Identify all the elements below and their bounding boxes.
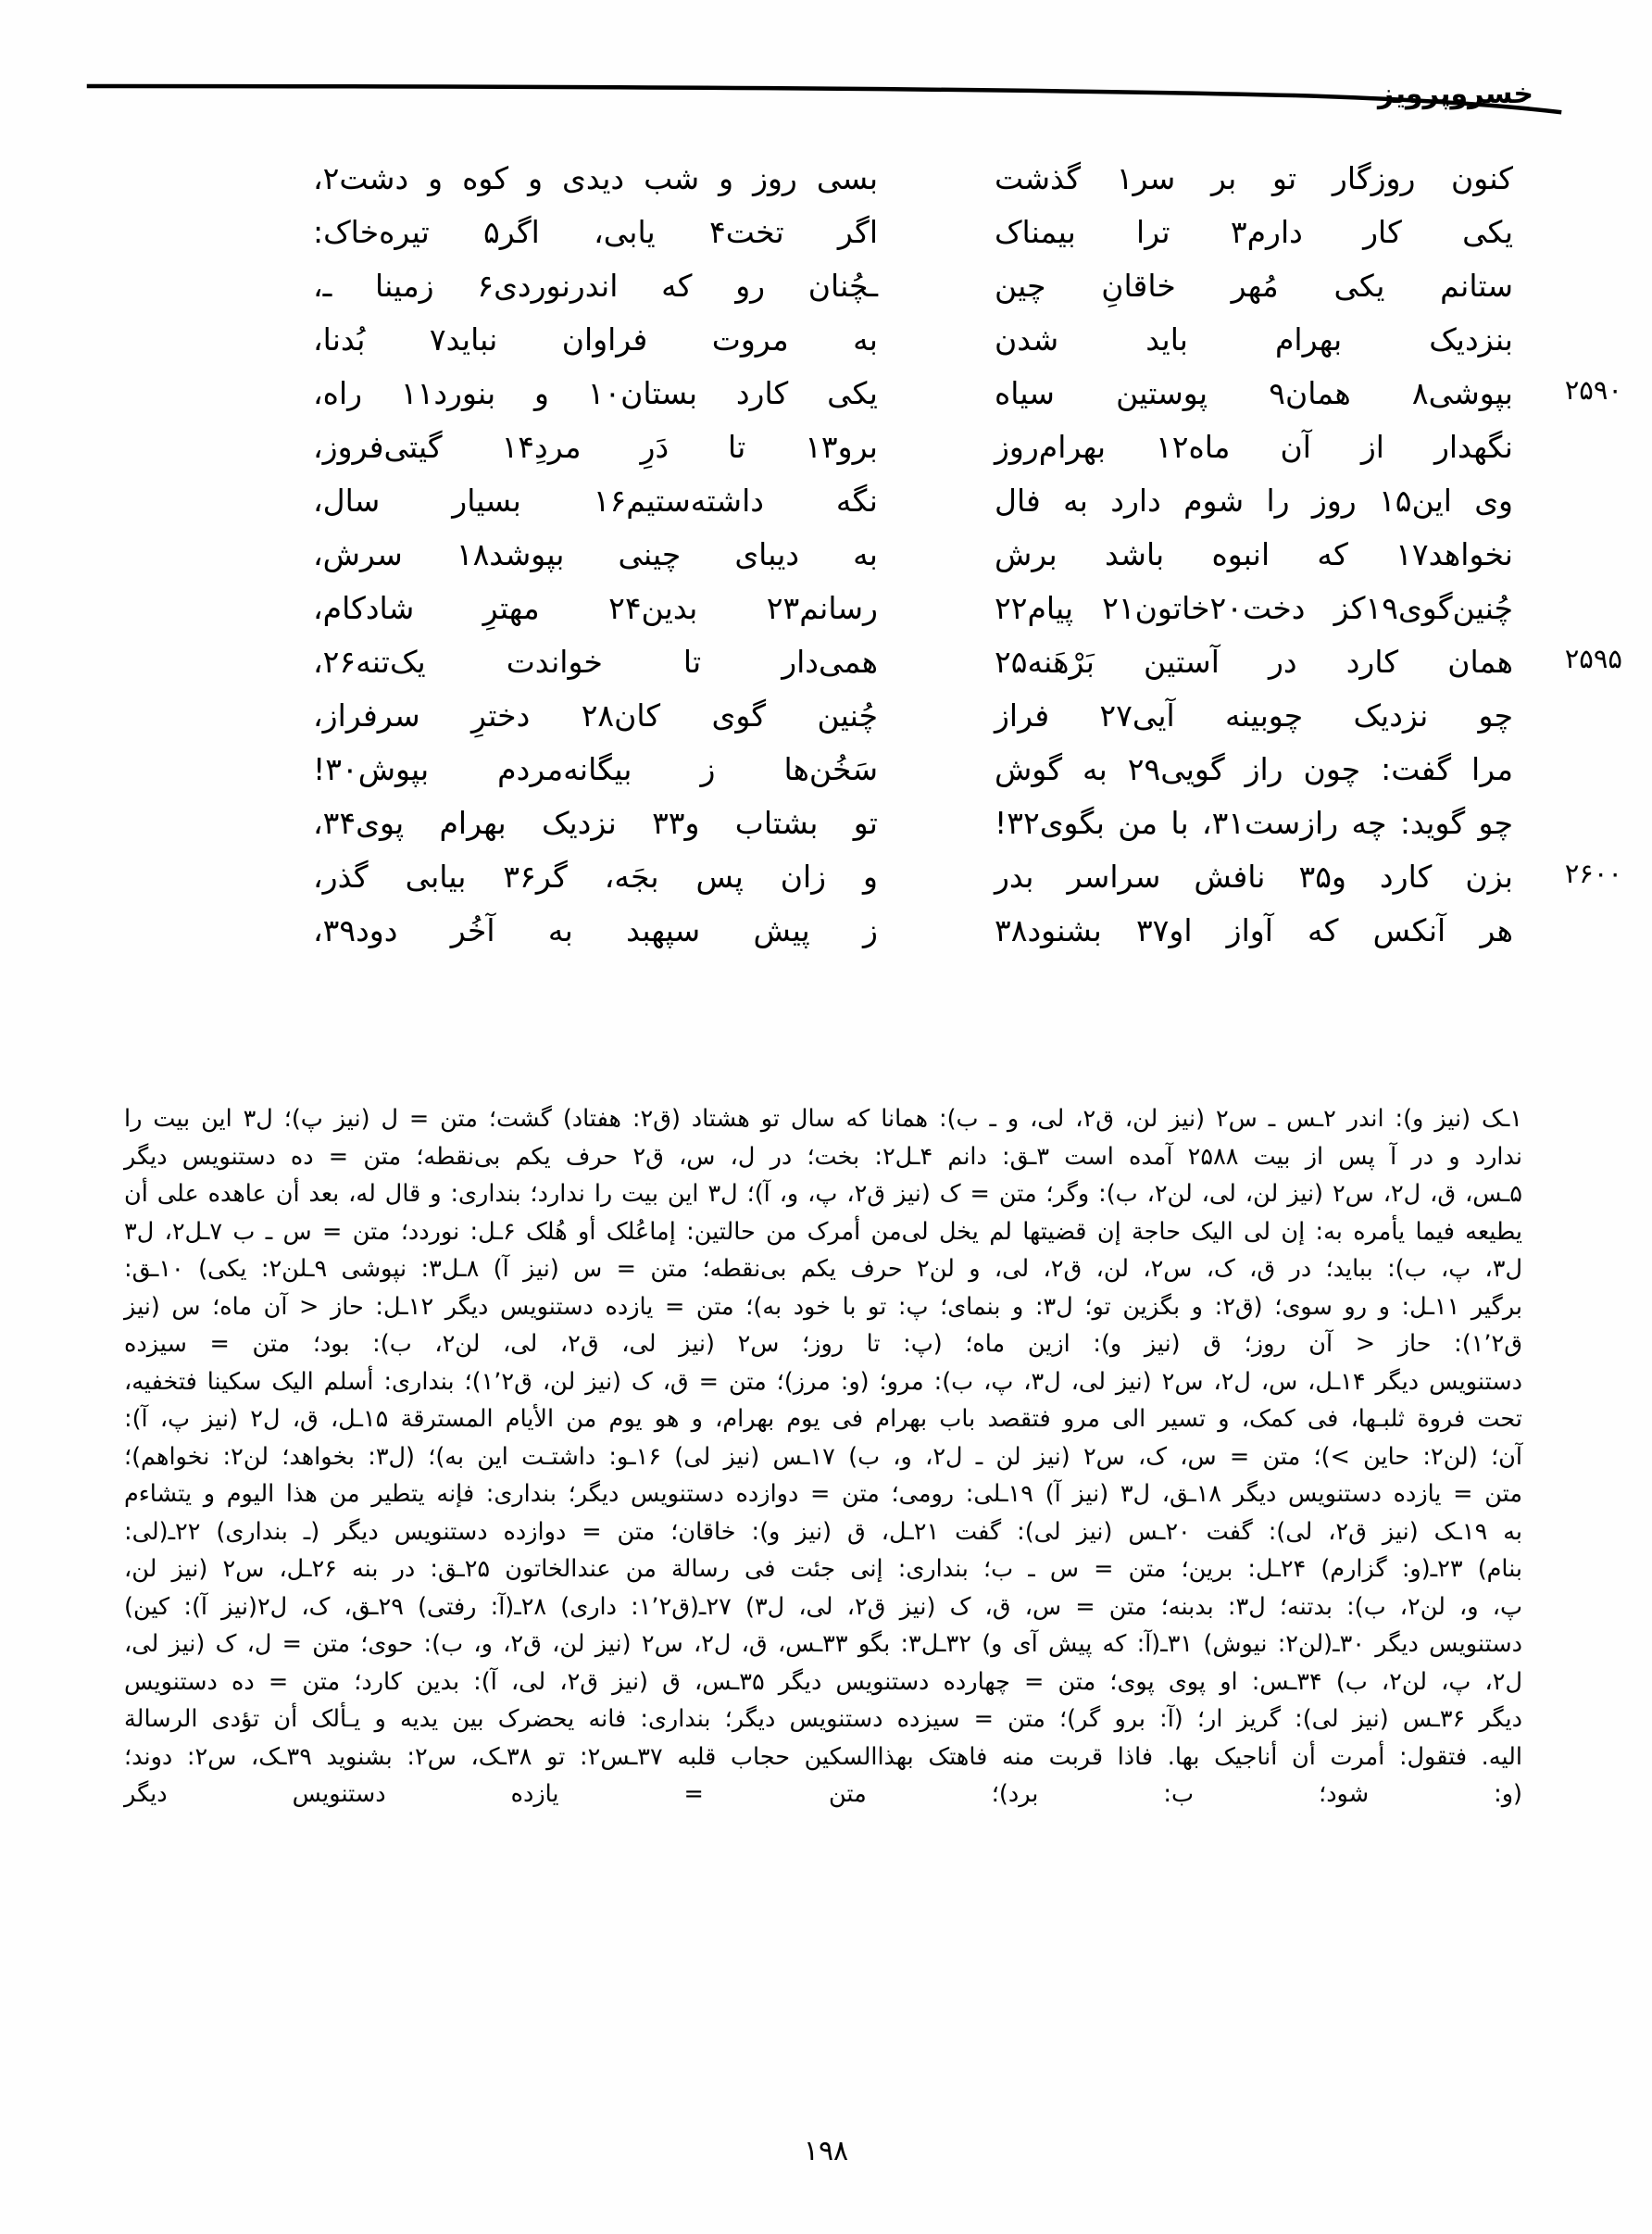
hemistich-b: برو۱۳ تا دَرِ مردِ۱۴ گیتی‌فروز،	[313, 429, 878, 465]
hemistich-a: بنزدیک بهرام باید شدن	[995, 321, 1513, 358]
hemistich-a: بزن کارد و۳۵ نافش سراسر بدر	[995, 859, 1513, 895]
verse-line	[133, 585, 1513, 639]
verse-line	[133, 424, 1513, 478]
apparatus-line: ندارد و در آ پس از بیت ۲۵۸۸ آمده است ۳ـق: دانم ۴ـل۲: بخت؛ در ل، س، ق۲ حرف یکم بی‌نقطه؛ متن = ده دستنویس دیگر	[124, 1142, 1522, 1171]
apparatus-line: دیگر ۳۶ـس (نیز لی): گریز ار؛ (آ: برو گر)؛ متن = سیزده دستنویس دیگر؛ بنداری: فانه یحضرک بین یدیه و یـألک أن تؤدی الرسالة	[124, 1705, 1522, 1733]
verse-number: ۲۵۹۰	[1564, 374, 1622, 406]
verse-line	[133, 156, 1513, 209]
verse-line	[133, 908, 1513, 961]
hemistich-b: همی‌دار تا خواندت یک‌تنه۲۶،	[313, 644, 878, 680]
verse-line	[133, 317, 1513, 370]
apparatus-line: بنام) ۲۳ـ(و: گزارم) ۲۴ـل: برین؛ متن = س ـ ب؛ بنداری: إنی جئت فی رسالة من عندالخاتون ۲۵ـق: در بنه ۲۶ـل، س۲ (نیز لن،	[124, 1555, 1522, 1583]
critical-apparatus	[124, 1100, 1522, 1851]
page-number: ۱۹۸	[803, 2135, 849, 2167]
apparatus-line: به ۱۹ـک (نیز ق۲، لی): گفت ۲۰ـس (نیز لی): گفت ۲۱ـل، ق (نیز و): خاقان؛ متن = دوازده دستنویس دیگر (ـ بنداری) ۲۲ـ(لی:	[124, 1517, 1522, 1546]
verse-number: ۲۵۹۵	[1564, 643, 1622, 674]
verse-line	[133, 693, 1513, 747]
verse-line	[133, 532, 1513, 585]
apparatus-line	[124, 1814, 1522, 1851]
hemistich-b: نگه داشته‌ستیم۱۶ بسیار سال،	[313, 483, 878, 519]
hemistich-b: سَخُن‌ها ز بیگانه‌مردم بپوش۳۰!	[313, 751, 878, 787]
hemistich-a: وی این۱۵ روز را شوم دارد به فال	[995, 483, 1513, 519]
hemistich-b: ز پیش سپهبد به آخُر دود۳۹،	[313, 912, 878, 948]
verse-line	[133, 800, 1513, 854]
apparatus-line: تحت فروة ثلبـها، فی کمک، و تسیر الی مرو فتقصد باب بهرام فی یوم بهرام، و هو یوم من الأیام المسترقة ۱۵ـل، ق، ل۲ (نیز پ، آ):	[124, 1405, 1522, 1433]
verse-line	[133, 370, 1622, 424]
apparatus-line: دستنویس دیگر ۱۴ـل، س، ل۲، س۲ (نیز لی، ل۳، پ، ب): مرو؛ (و: مرز)؛ متن = ق، ک (نیز لن، ق۱٬۲)؛ بنداری: أسلم الیک سکینا فتخفیه،	[124, 1367, 1522, 1396]
hemistich-a: نگهدار از آن ماه۱۲ بهرام‌روز	[995, 429, 1513, 465]
apparatus-line: برگیر ۱۱ـل: و رو سوی؛ (ق۲: و بگزین تو؛ ل۳: و بنمای؛ پ: تو با خود به)؛ متن = یازده دستنویس دیگر ۱۲ـل: حاز < آن ماه؛ س (نیز	[124, 1292, 1522, 1321]
hemistich-a: یکی کار دارم۳ ترا بیمناک	[995, 214, 1513, 250]
hemistich-b: اگر تخت۴ یابی، اگر۵ تیره‌خاک:	[313, 214, 878, 250]
apparatus-line: متن = یازده دستنویس دیگر ۱۸ـق، ل۳ (نیز آ) ۱۹ـلی: رومی؛ متن = دوازده دستنویس دیگر؛ بنداری: فإنه یتطیر من هذا الیوم و یتشاءم	[124, 1480, 1522, 1508]
verse-line	[133, 478, 1513, 532]
apparatus-line: (و: شود؛ ب: برد)؛ متن = یازده دستنویس دیگر	[124, 1780, 1522, 1808]
hemistich-a: همان کارد در آستین بَرْهَنه۲۵	[995, 644, 1513, 680]
hemistich-a: ستانم یکی مُهر خاقانِ چین	[995, 268, 1513, 304]
hemistich-a: کنون روزگار تو بر سر۱ گذشت	[995, 160, 1513, 196]
running-head-title: خسروپرویز	[1378, 78, 1533, 110]
apparatus-line: دستنویس دیگر ۳۰ـ(لن۲: نیوش) ۳۱ـ(آ: که پیش آی و) ۳۲ـل۳: بگو ۳۳ـس، ق، ل۲، س۲ (نیز لن، ق۲، و، ب): حوی؛ متن = ل، ک (نیز لی،	[124, 1630, 1523, 1658]
hemistich-a: چو گوید: چه رازست۳۱، با من بگوی۳۲!	[995, 805, 1513, 841]
hemistich-a: هر آنکس که آواز او۳۷ بشنود۳۸	[995, 912, 1513, 948]
hemistich-a: چُنین‌گوی۱۹کز دخت۲۰خاتون۲۱ پیام۲۲	[995, 590, 1513, 626]
apparatus-line: الیه. فتقول: أمرت أن أناجیک بها. فاذا قربت منه فاهتک بهذاالسکین حجاب قلبه ۳۷ـس۲: تو ۳۸ـک، س۲: بشنوید ۳۹ـک، س۲: دوند؛	[124, 1742, 1522, 1771]
hemistich-b: و زان پس بجَه، گر۳۶ بیابی گذر،	[313, 859, 878, 895]
verse-block	[133, 156, 1622, 961]
hemistich-b: ـچُنان رو که اندرنوردی۶ زمینا ـ،	[313, 268, 878, 304]
hemistich-a: نخواهد۱۷ که انبوه باشد برش	[995, 536, 1513, 572]
hemistich-b: تو بشتاب و۳۳ نزدیک بهرام پوی۳۴،	[313, 805, 878, 841]
hemistich-a: بپوشی۸ همان۹ پوستین سیاه	[995, 375, 1513, 411]
hemistich-a: چو نزدیک چوبینه آیی۲۷ فراز	[995, 697, 1514, 734]
apparatus-line: ق۱٬۲): حاز < آن روز؛ ق (نیز و): ازین ماه؛ (پ: تا روز؛ س۲ (نیز لی، ق۲، لی، لن۲، ب): بود؛ متن = سیزده	[124, 1330, 1523, 1358]
verse-line	[133, 209, 1513, 263]
verse-line	[133, 747, 1513, 800]
hemistich-b: بسی روز و شب دیدی و کوه و دشت۲،	[313, 160, 878, 196]
hemistich-a: مرا گفت: چون راز گویی۲۹ به گوش	[995, 751, 1513, 787]
apparatus-line: پ، و، لن۲، ب): بدتنه؛ ل۳: بدبنه؛ متن = س، ق، ک (نیز ق۲، لی، ل۳) ۲۷ـ(ق۱٬۲: داری) ۲۸ـ(آ: رفتی) ۲۹ـق، ک، ل۲(نیز آ): کین)	[124, 1592, 1522, 1621]
apparatus-line: ۵ـس، ق، ل۲، س۲ (نیز لن، لی، لن۲، ب): وگر؛ متن = ک (نیز ق۲، پ، و، آ)؛ ل۳ این بیت را ندارد؛ بنداری: و قال له، بعد أن عاهده علی أن	[124, 1180, 1522, 1208]
apparatus-line: ل۳، پ، ب): بباید؛ در ق، ک، س۲، لن، ق۲، لی، و لن۲ حرف یکم بی‌نقطه؛ متن = س (نیز آ) ۸ـل۳: نپوشی ۹ـلن۲: یکی) ۱۰ـق:	[124, 1255, 1523, 1283]
hemistich-b: یکی کارد بستان۱۰ و بنورد۱۱ راه،	[313, 375, 878, 411]
hemistich-b: چُنین گوی کان۲۸ دخترِ سرفراز،	[313, 697, 878, 734]
verse-line	[133, 854, 1622, 908]
verse-line	[133, 263, 1513, 317]
verse-number: ۲۶۰۰	[1564, 858, 1622, 889]
hemistich-b: به مروت فراوان نباید۷ بُدنا،	[313, 321, 878, 358]
verse-line	[133, 639, 1622, 693]
apparatus-line: ل۲، پ، لن۲، ب) ۳۴ـس: او پوی پوی؛ متن = چهارده دستنویس دیگر ۳۵ـس، ق (نیز ق۲، لی، آ): بدین کارد؛ متن = ده دستنویس	[124, 1667, 1522, 1696]
hemistich-b: رسانم۲۳ بدین۲۴ مهترِ شادکام،	[313, 590, 878, 626]
apparatus-line: آن؛ (لن۲: حاین >)؛ متن = س، ک، س۲ (نیز لن ـ ل۲، و، ب) ۱۷ـس (نیز لی) ۱۶ـو: داشتـت این به)؛ (ل۳: بخواهد؛ لن۲: نخواهم)؛	[124, 1442, 1522, 1471]
header-rule	[89, 79, 1559, 116]
apparatus-line: یطیعه فیما یأمره به: إن لی الیک حاجة إن قضیتها لم یخل لی‌من أمرک من حالتین: إماعُلک أو هُلک ۶ـل: نوردد؛ متن = س ـ ب ۷ـل۲، ل۳	[124, 1217, 1522, 1246]
apparatus-line: ۱ـک (نیز و): اندر ۲ـس ـ س۲ (نیز لن، ق۲، لی، و ـ ب): همانا که سال تو هشتاد (ق۲: هفتاد) گشت؛ متن = ل (نیز پ)؛ ل۳ این بیت را	[124, 1105, 1522, 1133]
hemistich-b: به دیبای چینی بپوشد۱۸ سرش،	[313, 536, 878, 572]
